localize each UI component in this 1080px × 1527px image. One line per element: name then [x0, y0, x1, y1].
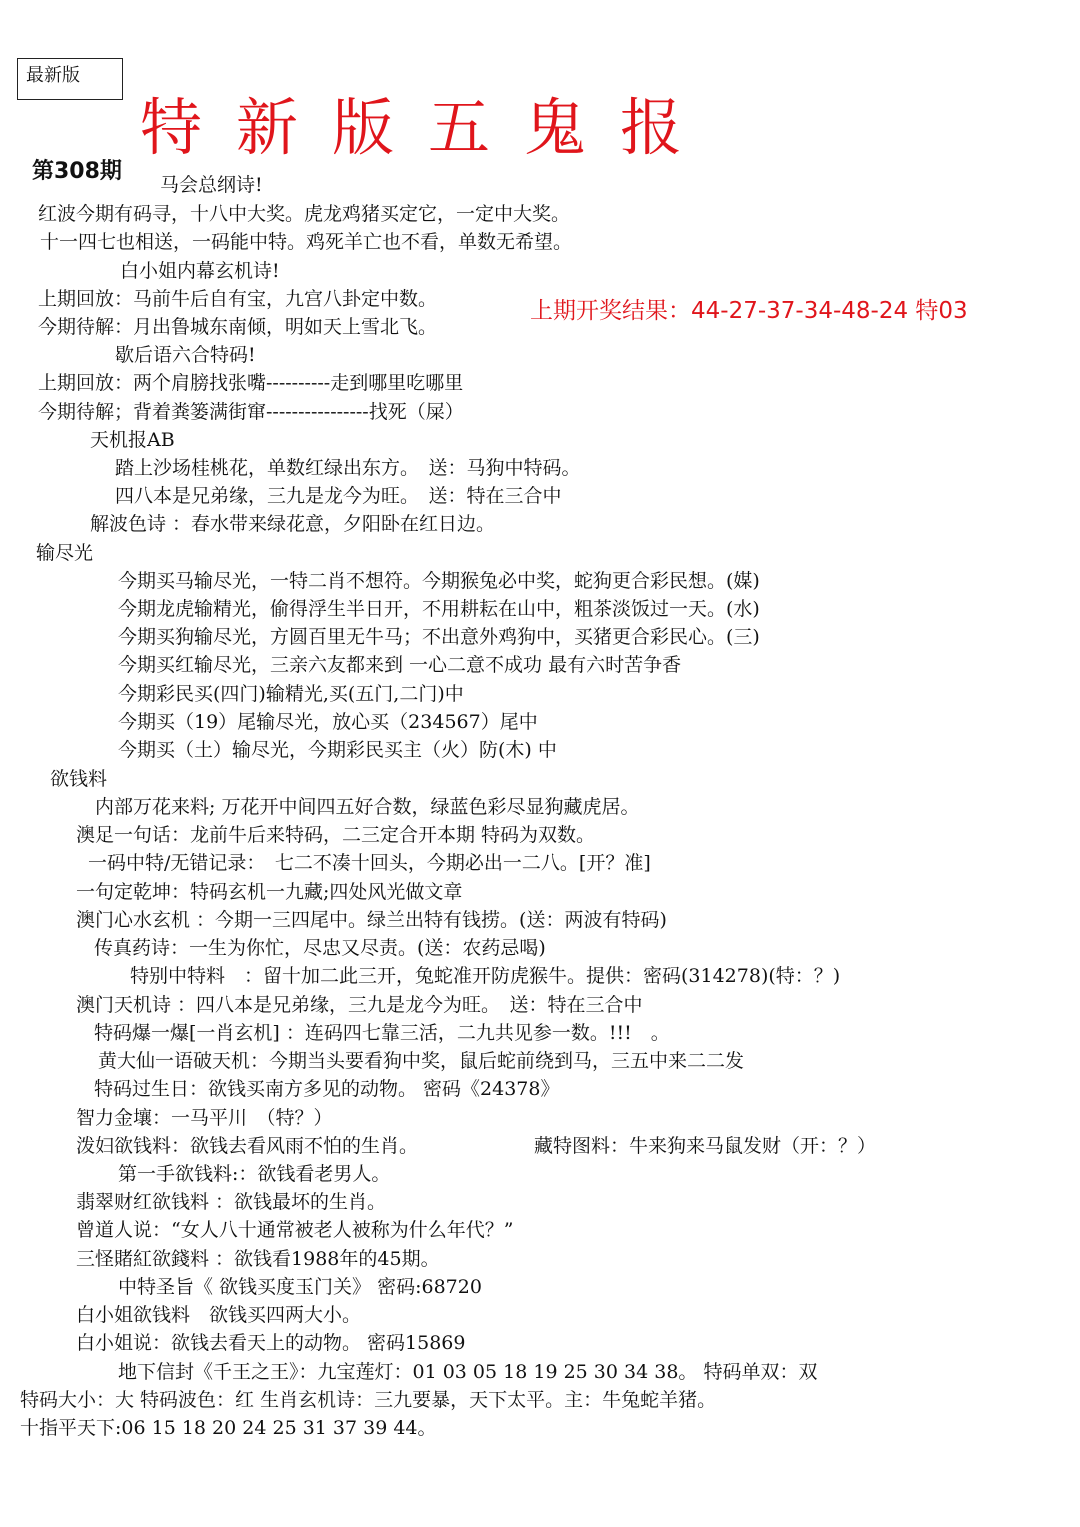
section-heading-lose: 输尽光	[36, 542, 94, 564]
section-heading-tianji: 天机报AB	[90, 429, 175, 451]
text-line: 四八本是兄弟缘，三九是龙今为旺。 送：特在三合中	[115, 485, 562, 507]
text-line: 澳足一句话：龙前牛后来特码，二三定合开本期 特码为双数。	[76, 824, 596, 846]
text-line: 曾道人说：“女人八十通常被老人被称为什么年代？”	[76, 1219, 514, 1241]
text-line: 地下信封《千王之王》：九宝莲灯：01 03 05 18 19 25 30 34 38。 特码单双：双	[118, 1361, 818, 1383]
text-line: 白小姐说：欲钱去看天上的动物。 密码15869	[76, 1332, 466, 1354]
text-line: 今期买（19）尾输尽光，放心买（234567）尾中	[118, 711, 538, 733]
text-line: 特码爆一爆[一肖玄机] ：连码四七靠三活，二九共见参一数。!!! 。	[94, 1022, 670, 1044]
text-line: 黄大仙一语破天机：今期当头要看狗中奖，鼠后蛇前绕到马，三五中来二二发	[98, 1050, 745, 1072]
text-line: 一码中特/无错记录： 七二不凑十回头，今期必出一二八。[开？准]	[88, 852, 651, 874]
text-line: 上期回放：两个肩膀找张嘴----------走到哪里吃哪里	[38, 372, 464, 394]
text-line: 藏特图料：牛来狗来马鼠发财（开：？）	[534, 1135, 877, 1157]
text-line: 澳门心水玄机 ：今期一三四尾中。绿兰出特有钱捞。(送：两波有特码)	[76, 909, 667, 931]
text-line: 特码过生日：欲钱买南方多见的动物。 密码《24378》	[94, 1078, 560, 1100]
text-line: 特码大小：大 特码波色：红 生肖玄机诗：三九要暴，天下太平。主：牛兔蛇羊猪。	[20, 1389, 717, 1411]
text-line: 上期回放：马前牛后自有宝，九宫八卦定中数。	[38, 288, 438, 310]
section-heading-xiehouyu: 歇后语六合特码!	[115, 344, 256, 366]
text-line: 泼妇欲钱料：欲钱去看风雨不怕的生肖。	[76, 1135, 419, 1157]
text-line: 智力金壤：一马平川 （特？）	[76, 1107, 333, 1129]
text-line: 今期彩民买(四门)输精光,买(五门,二门)中	[118, 683, 464, 705]
text-line: 红波今期有码寻，十八中大奖。虎龙鸡猪买定它，一定中大奖。	[38, 203, 571, 225]
issue-number: 第308期	[32, 159, 122, 184]
text-line: 第一手欲钱料:：欲钱看老男人。	[118, 1163, 391, 1185]
last-draw-result: 上期开奖结果：44-27-37-34-48-24 特03	[530, 298, 968, 324]
text-line: 中特圣旨《 欲钱买度玉门关》 密码:68720	[118, 1276, 482, 1298]
section-heading-money: 欲钱料	[50, 768, 108, 790]
edition-badge: 最新版	[17, 58, 123, 100]
text-line: 澳门天机诗 ：四八本是兄弟缘，三九是龙今为旺。 送：特在三合中	[76, 994, 643, 1016]
text-line: 今期待解；背着粪篓满街窜----------------找死（屎）	[38, 401, 464, 423]
page-title: 特新版五鬼报	[140, 91, 717, 164]
text-line: 今期买（土）输尽光，今期彩民买主（火）防(木) 中	[118, 739, 557, 761]
text-line: 今期买红输尽光，三亲六友都来到 一心二意不成功 最有六时苦争香	[118, 654, 682, 676]
text-line: 今期买马输尽光，一特二肖不想符。今期猴兔必中奖，蛇狗更合彩民想。(媒)	[118, 570, 760, 592]
text-line: 一句定乾坤：特码玄机一九藏;四处风光做文章	[76, 881, 463, 903]
text-line: 解波色诗 ：春水带来绿花意，夕阳卧在红日边。	[90, 513, 496, 535]
text-line: 翡翠财红欲钱料 ：欲钱最坏的生肖。	[76, 1191, 387, 1213]
section-heading-bai: 白小姐内幕玄机诗!	[120, 260, 280, 282]
text-line: 十指平天下:06 15 18 20 24 25 31 37 39 44。	[20, 1417, 437, 1439]
text-line: 踏上沙场桂桃花，单数红绿出东方。 送：马狗中特码。	[115, 457, 581, 479]
text-line: 白小姐欲钱料 欲钱买四两大小。	[76, 1304, 362, 1326]
text-line: 传真药诗：一生为你忙，尽忠又尽责。(送：农药忌喝)	[94, 937, 546, 959]
text-line: 内部万花来料; 万花开中间四五好合数，绿蓝色彩尽显狗藏虎居。	[95, 796, 640, 818]
text-line: 今期待解：月出鲁城东南倾，明如天上雪北飞。	[38, 316, 438, 338]
text-line: 今期龙虎输精光，偷得浮生半日开，不用耕耘在山中，粗茶淡饭过一天。(水)	[118, 598, 760, 620]
text-line: 今期买狗输尽光，方圆百里无牛马；不出意外鸡狗中，买猪更合彩民心。(三)	[118, 626, 760, 648]
text-line: 十一四七也相送，一码能中特。鸡死羊亡也不看，单数无希望。	[40, 231, 573, 253]
text-line: 三怪賭紅欲錢料 ：欲钱看1988年的45期。	[76, 1248, 440, 1270]
section-heading-poem: 马会总纲诗!	[160, 174, 263, 196]
text-line: 特别中特料 ：留十加二此三开，兔蛇准开防虎猴牛。提供：密码(314278)(特：？)	[130, 965, 841, 987]
